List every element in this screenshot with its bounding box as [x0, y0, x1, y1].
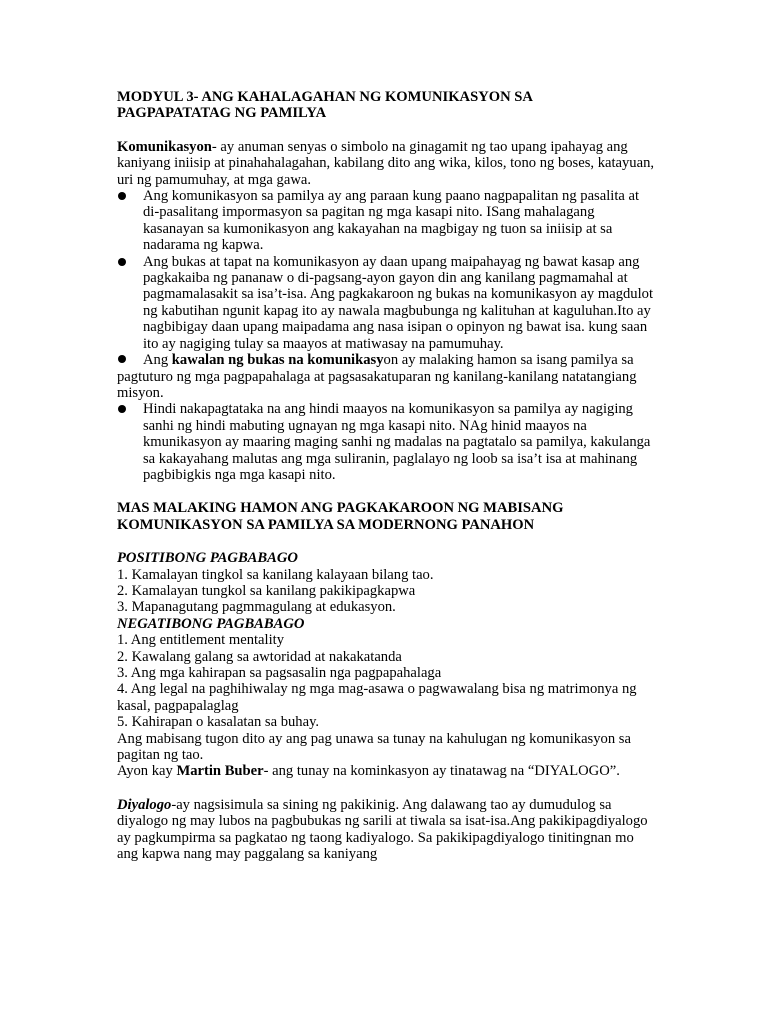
module-title-line1: MODYUL 3- ANG KAHALAGAHAN NG KOMUNIKASYON SA — [117, 89, 533, 105]
bullet-text-2: Ang bukas at tapat na komunikasyon ay daan upang maipahayag ng bawat kasap ang pagkakaiba ng pananaw o di-pagsang-ayon gayon din ang kanilang pagmamahal at pagmamalasakit sa isa’t-isa. Ang pagkakaroon ng bukas na komunikasyon ay magdulot ng kabutihan ngunit kapag ito ay nawala magbubunga ng kalituhan at kaguluhan.Ito ay nagbibigay daan upang maipadama ang nasa isipan o opinyon ng bawat isa. kung saan ito ay nagiging tulay sa maayos at matiwasay na pamumuhay. — [143, 253, 653, 352]
diyalogo-text: -ay nagsisimula sa sining ng pakikinig. Ang dalawang tao ay dumudulog sa diyalogo ng may lubos na pagbubukas ng sarili at tiwala sa isat-isa.Ang pakikipagdiyalogo ay pagkumpirma sa pagkatao ng taong kadiyalogo. Sa pakikipagdiyalogo tinitingnan mo ang kapwa nang may paggalang sa kaniyang — [117, 796, 648, 863]
buber-name: Martin Buber — [176, 763, 264, 780]
definition-term: Komunikasyon — [117, 138, 212, 155]
negatibo-item: 1. Ang entitlement mentality — [117, 632, 284, 649]
buber-pre: Ayon kay — [117, 763, 177, 780]
positibo-item: 1. Kamalayan tingkol sa kanilang kalayaan bilang tao. — [117, 566, 434, 583]
tugon-paragraph: Ang mabisang tugon dito ay ang pag unawa sa tunay na kahulugan ng komunikasyon sa pagitan ng tao. — [117, 730, 631, 764]
module-title — [117, 89, 657, 122]
definition-paragraph — [117, 139, 657, 188]
definition-text: - ay anuman senyas o simbolo na ginagamit ng tao upang ipahayag ang kaniyang iniisip at pinahahalagahan, kabilang dito ang wika, kilos, tono ng boses, katayuan, uri ng pamumuhay, at mga gawa. — [117, 138, 655, 188]
section-heading — [117, 500, 657, 533]
bullet-dot-icon — [118, 192, 126, 200]
positibo-item: 3. Mapanagutang pagmmagulang at edukasyon. — [117, 599, 396, 616]
bullet-text-1: Ang komunikasyon sa pamilya ay ang paraan kung paano nagpapalitan ng pasalita at di-pasalitang impormasyon sa pagitan ng mga kasapi nito. ISang mahalagang kasanayan sa kumonikasyon ang kakayahan na magbigay ng tuon sa iniisip at sa nadarama ng kapwa. — [143, 188, 640, 254]
positibo-item: 2. Kamalayan tungkol sa kanilang pakikipagkapwa — [117, 582, 416, 599]
bullet-text-3-pre: Ang — [143, 352, 172, 369]
buber-post: - ang tunay na kominkasyon ay tinatawag na “DIYALOGO”. — [263, 763, 620, 780]
negatibo-item: 2. Kawalang galang sa awtoridad at nakakatanda — [117, 648, 402, 665]
section-heading-line1: MAS MALAKING HAMON ANG PAGKAKAROON NG MABISANG — [117, 500, 564, 517]
negatibo-item: 5. Kahirapan o kasalatan sa buhay. — [117, 714, 320, 731]
bullet-item-4 — [117, 401, 657, 483]
bullet-dot-icon — [118, 258, 126, 266]
bullet-item-3 — [117, 352, 657, 401]
positibo-heading: POSITIBONG PAGBABAGO — [117, 550, 298, 567]
bullet-text-4: Hindi nakapagtataka na ang hindi maayos na komunikasyon sa pamilya ay nagiging sanhi ng hindi mabuting ugnayan ng mga kasapi nito. NAg hinid maayos na kmunikasyon ay maaring maging sanhi ng madalas na pagtatalo sa pamilya, kakulanga sa kakayahang malutas ang mga suliranin, paglalayo ng loob sa isa’t isa at mahinang pagbibigkis nga mga kasapi nito. — [143, 401, 651, 483]
buber-paragraph — [117, 763, 657, 779]
diyalogo-paragraph — [117, 797, 657, 863]
bullet-item-2 — [117, 254, 657, 352]
bullet-text-3-bold: kawalan ng bukas na komunikasy — [171, 352, 384, 369]
section-heading-line2: KOMUNIKASYON SA PAMILYA SA MODERNONG PANAHON — [117, 516, 535, 533]
bullet-item-1 — [117, 188, 657, 254]
bullet-text-3-post: on ay malaking hamon sa isang pamilya sa pagtuturo ng mga pagpapahalaga at pagsasakatuparan ng kanilang-kanilang natatangiang misyon. — [117, 352, 637, 401]
document-body — [117, 89, 657, 862]
negatibo-heading: NEGATIBONG PAGBABAGO — [117, 615, 305, 632]
negatibo-item: 3. Ang mga kahirapan sa pagsasalin nga pagpapahalaga — [117, 665, 442, 681]
negatibo-item: 4. Ang legal na paghihiwalay ng mga mag-asawa o pagwawalang bisa ng matrimonya ng kasal, pagpapalaglag — [117, 681, 637, 714]
diyalogo-term: Diyalogo — [117, 796, 172, 813]
module-title-line2: PAGPAPATATAG NG PAMILYA — [117, 105, 327, 122]
bullet-dot-icon — [118, 405, 126, 413]
